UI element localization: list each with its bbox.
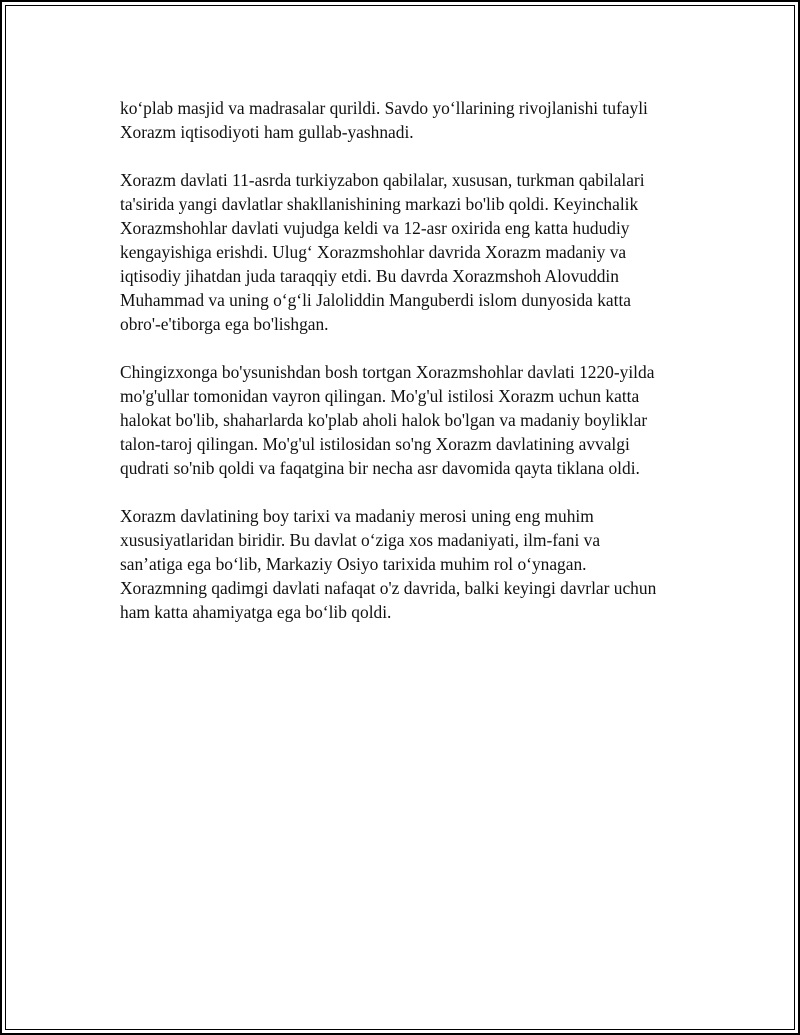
paragraph-2 xyxy=(120,168,695,336)
text-line: Muhammad va uning o‘g‘li Jaloliddin Manguberdi islom dunyosida katta xyxy=(120,290,632,310)
text-line: Xorazm davlati 11-asrda turkiyzabon qabilalar, xususan, turkman qabilalari xyxy=(120,170,645,190)
text-line: Chingizxonga bo'ysunishdan bosh tortgan Xorazmshohlar davlati 1220-yilda xyxy=(120,362,655,382)
paragraph-4 xyxy=(120,504,695,624)
text-line: Xorazmshohlar davlati vujudga keldi va 12-asr oxirida eng katta hududiy xyxy=(120,218,630,238)
paragraph-1 xyxy=(120,96,695,144)
text-line: iqtisodiy jihatdan juda taraqqiy etdi. Bu davrda Xorazmshoh Alovuddin xyxy=(120,266,619,286)
paragraph-3 xyxy=(120,360,695,480)
text-line: mo'g'ullar tomonidan vayron qilingan. Mo'g'ul istilosi Xorazm uchun katta xyxy=(120,386,640,406)
text-line: ko‘plab masjid va madrasalar qurildi. Savdo yo‘llarining rivojlanishi tufayli xyxy=(120,98,648,118)
text-line: xususiyatlaridan biridir. Bu davlat o‘ziga xos madaniyati, ilm-fani va xyxy=(120,530,601,550)
text-line: halokat bo'lib, shaharlarda ko'plab aholi halok bo'lgan va madaniy boyliklar xyxy=(120,410,648,430)
text-line: Xorazm davlatining boy tarixi va madaniy merosi uning eng muhim xyxy=(120,506,594,526)
text-line: ham katta ahamiyatga ega bo‘lib qoldi. xyxy=(120,602,392,622)
text-line: talon-taroj qilingan. Mo'g'ul istilosidan so'ng Xorazm davlatining avvalgi xyxy=(120,434,630,454)
text-line: Xorazm iqtisodiyoti ham gullab-yashnadi. xyxy=(120,122,414,142)
text-line: Xorazmning qadimgi davlati nafaqat o'z davrida, balki keyingi davrlar uchun xyxy=(120,578,657,598)
text-line: qudrati so'nib qoldi va faqatgina bir necha asr davomida qayta tiklana oldi. xyxy=(120,458,640,478)
text-line: ta'sirida yangi davlatlar shakllanishining markazi bo'lib qoldi. Keyinchalik xyxy=(120,194,639,214)
text-line: san’atiga ega bo‘lib, Markaziy Osiyo tarixida muhim rol o‘ynagan. xyxy=(120,554,587,574)
document-body xyxy=(120,96,695,648)
text-line: kengayishiga erishdi. Ulug‘ Xorazmshohlar davrida Xorazm madaniy va xyxy=(120,242,627,262)
text-line: obro'-e'tiborga ega bo'lishgan. xyxy=(120,314,329,334)
